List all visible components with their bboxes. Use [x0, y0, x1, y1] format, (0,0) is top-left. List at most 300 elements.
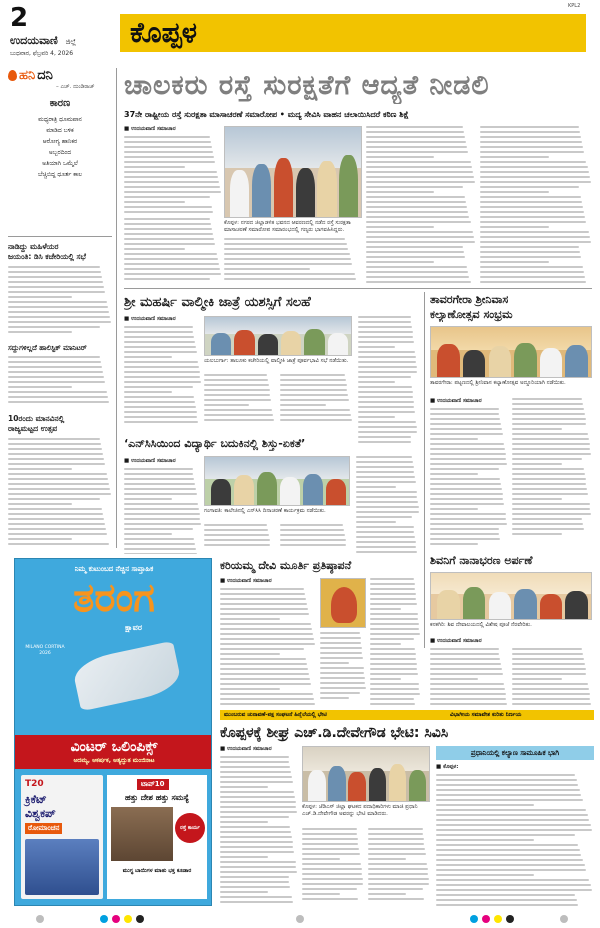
text-line	[124, 503, 198, 505]
valmiki-col-1	[124, 326, 202, 428]
text-line	[356, 501, 418, 503]
text-line	[366, 241, 475, 243]
text-line	[512, 408, 584, 410]
reg-mark	[124, 915, 132, 923]
text-line	[8, 523, 105, 525]
text-line	[358, 366, 417, 368]
text-line	[370, 613, 418, 615]
cricket-tag: T20	[25, 779, 44, 789]
text-line	[220, 648, 304, 650]
text-line	[512, 448, 590, 450]
text-line	[320, 652, 362, 654]
text-line	[512, 398, 582, 400]
text-line	[124, 381, 201, 383]
text-line	[124, 341, 195, 343]
text-line	[124, 366, 199, 368]
ncc-photo	[204, 456, 350, 506]
photo-figure	[274, 158, 293, 217]
top10-title: ಹತ್ತು ದೇಶ ಹತ್ತು ಸಮಸ್ಯೆ	[124, 793, 190, 802]
text-line	[124, 533, 172, 535]
section-band	[120, 14, 586, 52]
text-line	[366, 176, 474, 178]
poem-line: ಮಾಡಿದ ಬಳಿಕ	[46, 127, 74, 134]
poem-lines	[8, 114, 112, 180]
text-line	[8, 518, 104, 520]
text-line	[430, 423, 501, 425]
valmiki-col-2	[204, 374, 276, 426]
text-line	[430, 433, 503, 435]
text-line	[430, 483, 501, 485]
text-line	[224, 278, 356, 280]
text-line	[124, 371, 200, 373]
shivanige-col-1	[430, 648, 508, 710]
page-number: 2	[10, 3, 29, 33]
text-line	[8, 391, 107, 393]
text-line	[8, 488, 110, 490]
photo-figure	[252, 164, 271, 217]
round-badge: ರಸ್ತೆ ಕಾರ್ಯ	[175, 813, 205, 843]
left-story-1-line-1: ನಾಡಿದ್ದು ಮಹಿಳೆಯರ	[8, 242, 59, 251]
text-line	[124, 386, 193, 388]
text-line	[124, 468, 193, 470]
text-line	[512, 648, 582, 650]
text-line	[124, 181, 219, 183]
text-line	[366, 216, 469, 218]
text-line	[220, 683, 311, 685]
text-line	[320, 692, 360, 694]
text-line	[480, 226, 549, 228]
text-line	[358, 396, 413, 398]
text-line	[366, 151, 468, 153]
text-line	[356, 506, 419, 508]
text-line	[302, 858, 340, 860]
text-line	[302, 873, 362, 875]
text-line	[366, 196, 465, 198]
text-line	[512, 428, 562, 430]
text-line	[220, 861, 296, 863]
text-line	[436, 839, 534, 841]
text-line	[124, 493, 197, 495]
text-line	[370, 603, 417, 605]
text-line	[124, 206, 212, 208]
text-line	[124, 553, 197, 554]
cricket-panel	[21, 775, 103, 899]
text-line	[480, 256, 581, 258]
text-line	[512, 523, 583, 525]
gowda-col-2	[302, 828, 364, 906]
photo-figure	[326, 479, 346, 505]
text-line	[220, 826, 290, 828]
reg-mark	[112, 915, 120, 923]
text-line	[124, 273, 221, 275]
text-line	[320, 647, 362, 649]
text-line	[356, 476, 415, 478]
text-line	[480, 166, 588, 168]
text-line	[280, 379, 346, 381]
text-line	[368, 873, 428, 875]
paper-name-text: ಉದಯವಾಣಿ	[10, 34, 58, 47]
text-line	[280, 544, 346, 546]
text-line	[436, 854, 581, 856]
cricket-subtitle: ರೋಮಾಂಚನ	[25, 823, 62, 834]
text-line	[512, 683, 588, 685]
text-line	[124, 238, 214, 240]
text-line	[430, 668, 502, 670]
section-title: ಕೊಪ್ಪಳ	[130, 16, 197, 49]
text-line	[368, 893, 406, 895]
text-line	[512, 458, 582, 460]
text-line	[512, 418, 586, 420]
text-line	[220, 638, 314, 640]
text-line	[480, 136, 581, 138]
text-line	[8, 448, 102, 450]
text-line	[280, 539, 346, 541]
lead-deck: 37ನೇ ರಾಷ್ಟ್ರೀಯ ರಸ್ತೆ ಸುರಕ್ಷತಾ ಮಾಸಾಚರಣೆ ಸಮಾರೋಪ • ಮದ್ಯ ಸೇವಿಸಿ ವಾಹನ ಚಲಾಯಿಸಿದರೆ ಕಠಿಣ ಶಿಕ್ಷೆ	[124, 110, 409, 119]
text-line	[512, 528, 584, 530]
text-line	[436, 899, 577, 901]
photo-figure	[348, 772, 366, 801]
text-line	[8, 316, 110, 318]
text-line	[220, 846, 293, 848]
text-line	[512, 673, 586, 675]
lead-col-3	[224, 238, 362, 284]
text-line	[8, 493, 111, 495]
text-line	[204, 389, 270, 391]
text-line	[512, 473, 585, 475]
dani-word: ದನಿ	[37, 68, 53, 83]
text-line	[368, 848, 425, 850]
right-bottom-body	[436, 774, 594, 906]
text-line	[124, 263, 219, 265]
text-line	[358, 326, 412, 328]
text-line	[280, 409, 350, 411]
text-line	[220, 896, 292, 898]
text-line	[366, 271, 468, 273]
text-line	[124, 406, 196, 408]
text-line	[220, 806, 296, 808]
text-line	[224, 258, 351, 260]
text-line	[124, 248, 185, 250]
valmiki-photo-caption: ಯಲಬುರ್ಗಾ: ತಾಲೂಕು ಕಚೇರಿಯಲ್ಲಿ ವಾಲ್ಮೀಕಿ ಜಾತ್ರೆ ಪೂರ್ವಭಾವಿ ಸಭೆ ನಡೆಯಿತು.	[204, 358, 349, 364]
text-line	[430, 523, 507, 525]
text-line	[8, 528, 106, 530]
text-line	[430, 418, 500, 420]
text-line	[436, 874, 534, 876]
text-line	[366, 251, 464, 253]
reg-mark	[482, 915, 490, 923]
text-line	[224, 263, 352, 265]
text-line	[430, 503, 504, 505]
text-line	[280, 374, 345, 376]
text-line	[8, 291, 105, 293]
taranga-tagline: ನಿಮ್ಮ ಕುಟುಂಬದ ನೆಚ್ಚಿನ ಸಾಪ್ತಾಹಿಕ	[74, 565, 154, 573]
text-line	[204, 419, 274, 421]
text-line	[124, 421, 198, 423]
text-line	[220, 766, 290, 768]
text-line	[8, 538, 72, 540]
left-story-1-body	[8, 266, 112, 338]
text-line	[366, 161, 471, 163]
text-line	[124, 223, 211, 225]
text-line	[358, 341, 414, 343]
reg-mark	[560, 915, 568, 923]
text-line	[512, 518, 582, 520]
text-line	[480, 241, 591, 243]
text-line	[366, 141, 466, 143]
text-line	[430, 453, 506, 455]
left-story-1-line-2: ಜಯಂತಿ: ಡಿಸಿ ಕಚೇರಿಯಲ್ಲಿ ಸಭೆ	[8, 252, 86, 261]
text-line	[220, 851, 294, 853]
text-line	[512, 503, 590, 505]
text-line	[8, 533, 107, 535]
karevva-col-3	[370, 578, 420, 706]
text-line	[124, 401, 195, 403]
text-line	[480, 126, 579, 128]
text-line	[430, 518, 506, 520]
column-divider	[116, 68, 117, 548]
text-line	[8, 366, 102, 368]
text-line	[356, 456, 412, 458]
text-line	[124, 136, 210, 138]
text-line	[220, 668, 308, 670]
cricket-players-image	[25, 839, 99, 895]
reg-mark	[100, 915, 108, 923]
cricket-title-1: ಕ್ರಿಕೆಟ್	[25, 793, 47, 806]
photo-figure	[514, 343, 536, 378]
photo-figure	[308, 770, 326, 801]
text-line	[220, 756, 289, 758]
text-line	[370, 638, 414, 640]
text-line	[204, 529, 268, 531]
text-line	[124, 278, 210, 280]
text-line	[480, 261, 549, 263]
valmiki-byline: ■ ಉದಯವಾಣಿ ಸಮಾಚಾರ	[124, 316, 176, 323]
photo-figure	[328, 333, 348, 355]
text-line	[480, 196, 581, 198]
text-line	[512, 668, 586, 670]
photo-figure	[234, 330, 254, 355]
hani-drop-icon	[8, 70, 17, 81]
valmiki-col-3	[280, 374, 354, 426]
text-line	[370, 628, 419, 630]
text-line	[430, 693, 506, 695]
text-line	[220, 841, 293, 843]
text-line	[302, 853, 360, 855]
text-line	[512, 663, 585, 665]
poem-line: ಅತಿಯಾಗಿ ಒಮ್ಮೆಲೆ	[42, 160, 78, 167]
text-line	[124, 513, 200, 515]
text-line	[356, 526, 414, 528]
text-line	[356, 516, 412, 518]
text-line	[366, 131, 464, 133]
text-line	[356, 536, 415, 538]
text-line	[220, 836, 292, 838]
text-line	[512, 508, 590, 510]
text-line	[220, 678, 310, 680]
text-line	[370, 678, 401, 680]
text-line	[430, 678, 478, 680]
text-line	[124, 478, 194, 480]
text-line	[220, 633, 313, 635]
text-line	[368, 868, 428, 870]
text-line	[480, 211, 584, 213]
photo-figure	[339, 155, 358, 217]
masthead	[0, 0, 600, 64]
text-line	[8, 276, 102, 278]
text-line	[320, 667, 364, 669]
text-line	[356, 546, 416, 548]
text-line	[366, 256, 465, 258]
taranga-ad[interactable]	[14, 558, 212, 906]
text-line	[512, 433, 588, 435]
text-line	[430, 438, 478, 440]
gowda-col-3	[368, 828, 430, 906]
text-line	[124, 356, 172, 358]
text-line	[124, 218, 210, 220]
text-line	[436, 894, 575, 896]
text-line	[8, 513, 103, 515]
text-line	[302, 843, 358, 845]
text-line	[436, 844, 578, 846]
text-line	[220, 796, 295, 798]
text-line	[430, 543, 478, 545]
text-line	[370, 658, 416, 660]
text-line	[480, 141, 582, 143]
text-line	[320, 637, 361, 639]
text-line	[124, 523, 201, 525]
reg-mark	[506, 915, 514, 923]
text-line	[370, 688, 419, 690]
text-line	[370, 668, 417, 670]
text-line	[430, 703, 507, 705]
text-line	[124, 396, 194, 398]
text-line	[220, 693, 313, 695]
karevva-col-2	[320, 632, 366, 706]
valmiki-photo	[204, 316, 352, 356]
text-line	[224, 253, 350, 255]
text-line	[370, 583, 415, 585]
text-line	[366, 146, 467, 148]
text-line	[436, 809, 586, 811]
text-line	[368, 843, 424, 845]
text-line	[512, 533, 562, 535]
text-line	[124, 243, 215, 245]
srinivasa-line-2: ಕಲ್ಯಾಣೋತ್ಸವ ಸಂಭ್ರಮ	[430, 308, 513, 321]
text-line	[302, 898, 358, 900]
shivanige-byline: ■ ಉದಯವಾಣಿ ಸಮಾಚಾರ	[430, 638, 482, 645]
text-line	[204, 539, 270, 541]
text-line	[366, 156, 434, 158]
text-line	[358, 381, 395, 383]
text-line	[280, 389, 347, 391]
text-line	[224, 243, 347, 245]
text-line	[368, 833, 423, 835]
text-line	[356, 461, 413, 463]
top10-bottom-line: ಮುಗ್ಧ ಬಾಯಿಗಳ ಮಾತು ಭಕ್ತ ಕೂಡಾರ	[122, 868, 192, 874]
karevva-byline: ■ ಉದಯವಾಣಿ ಸಮಾಚಾರ	[220, 578, 272, 585]
text-line	[302, 833, 357, 835]
photo-figure	[489, 346, 511, 377]
hani-word: ಹನಿ	[19, 68, 36, 83]
text-line	[480, 216, 585, 218]
photo-figure	[304, 329, 324, 355]
text-line	[220, 688, 280, 690]
text-line	[480, 266, 583, 268]
text-line	[358, 331, 413, 333]
text-line	[512, 413, 585, 415]
text-line	[204, 384, 269, 386]
hani-dani-box	[8, 68, 112, 228]
text-line	[356, 466, 414, 468]
text-line	[124, 156, 214, 158]
photo-figure	[540, 348, 562, 377]
text-line	[366, 231, 473, 233]
text-line	[124, 191, 221, 193]
text-line	[124, 228, 212, 230]
text-line	[366, 276, 469, 278]
gowda-col-1	[220, 756, 298, 906]
text-line	[220, 598, 306, 600]
text-line	[358, 386, 412, 388]
text-line	[220, 613, 309, 615]
text-line	[512, 453, 591, 455]
srinivasa-headline	[430, 292, 594, 322]
photo-figure	[369, 768, 387, 801]
photo-figure	[257, 472, 277, 505]
text-line	[124, 528, 193, 530]
text-line	[436, 859, 583, 861]
text-line	[302, 868, 362, 870]
text-line	[366, 266, 467, 268]
text-line	[356, 491, 417, 493]
text-line	[430, 508, 478, 510]
text-line	[220, 643, 315, 645]
text-line	[430, 653, 499, 655]
text-line	[220, 891, 268, 893]
text-line	[220, 901, 293, 903]
text-line	[124, 361, 198, 363]
text-line	[8, 386, 72, 388]
lead-byline: ■ ಉದಯವಾಣಿ ಸಮಾಚಾರ	[124, 126, 176, 133]
banner-title: ವಿಂಟರ್ ಒಲಿಂಪಿಕ್ಸ್	[70, 739, 158, 755]
text-line	[320, 642, 361, 644]
text-line	[124, 508, 199, 510]
text-line	[320, 687, 366, 689]
text-line	[430, 478, 500, 480]
text-line	[436, 884, 591, 886]
text-line	[8, 381, 105, 383]
text-line	[436, 784, 578, 786]
right-bottom-byline: ■ ಕೊಪ್ಪಳ:	[436, 764, 458, 771]
text-line	[436, 824, 591, 826]
gowda-headline: ಕೊಪ್ಪಳಕ್ಕೆ ಶೀಘ್ರ ಎಚ್.ಡಿ.ದೇವೇಗೌಡ ಭೇಟಿ: ಸಿವಿಸಿ	[220, 725, 449, 741]
cricket-title-2: ವಿಶ್ವಕಪ್	[25, 807, 56, 820]
text-line	[220, 673, 309, 675]
text-line	[480, 251, 580, 253]
text-line	[366, 206, 467, 208]
text-line	[512, 423, 586, 425]
text-line	[8, 281, 103, 283]
text-line	[302, 888, 357, 890]
gowda-photo	[302, 746, 430, 802]
winter-olympics-banner	[15, 735, 212, 769]
text-line	[366, 191, 434, 193]
text-line	[480, 276, 585, 278]
text-line	[430, 648, 499, 650]
taranga-title: ತರಂಗ	[73, 575, 155, 621]
text-line	[220, 856, 268, 858]
paper-tag: ಜಿಲ್ಲೆ	[65, 38, 77, 46]
